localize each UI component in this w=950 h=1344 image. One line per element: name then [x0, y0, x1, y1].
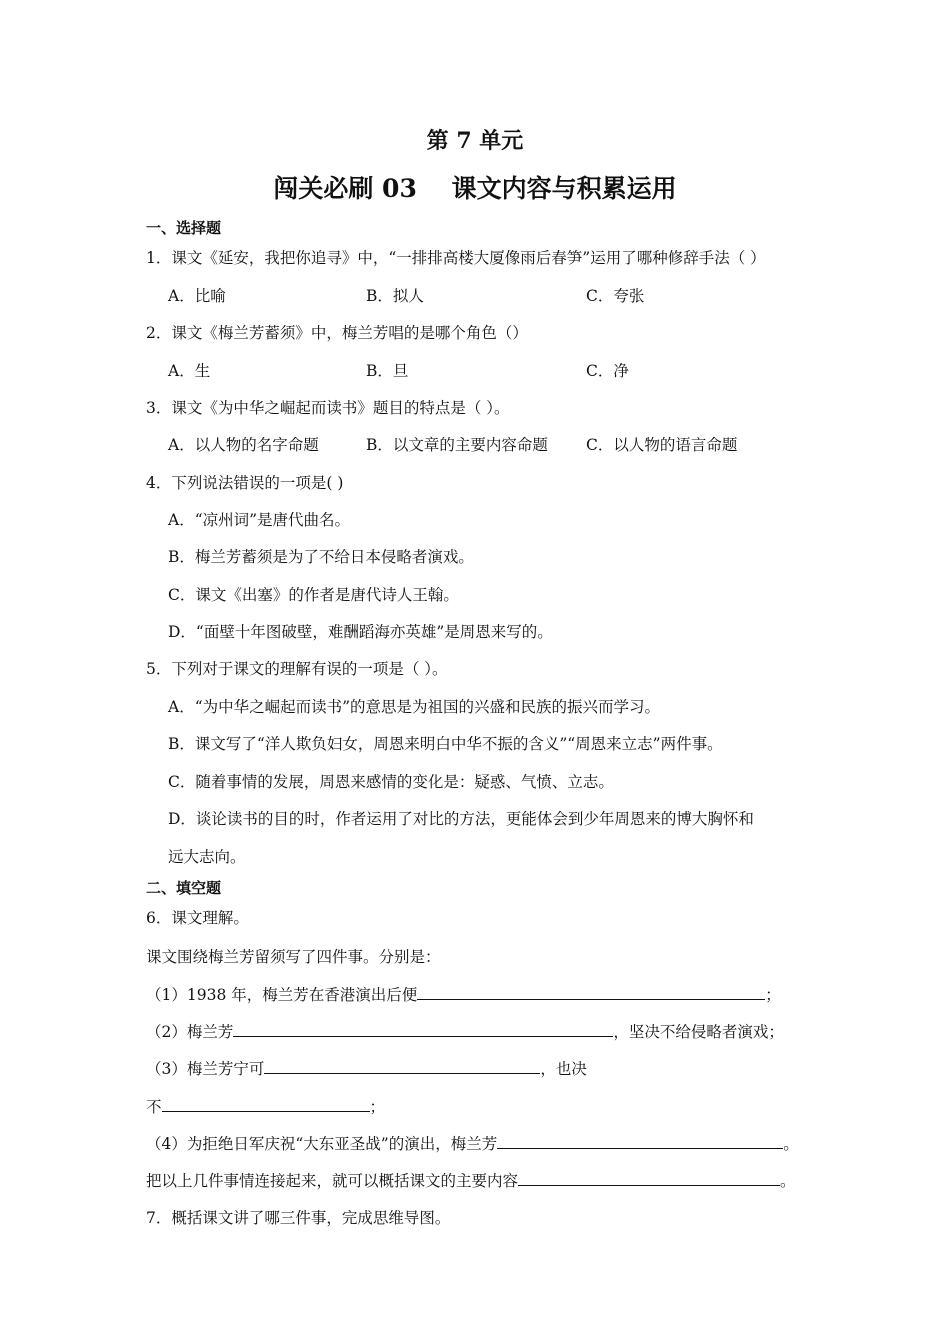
q6-item-4-end: 。	[783, 1135, 799, 1153]
q2-option-c: C．净	[586, 362, 629, 380]
q6-item-3-cont	[146, 1095, 385, 1118]
q6-item-1	[146, 983, 781, 1006]
fill-blank-4[interactable]	[162, 1095, 370, 1112]
fill-blank-3[interactable]	[264, 1057, 540, 1074]
q6-item-4-text: （4）为拒绝日军庆祝“大东亚圣战”的演出，梅兰芳	[146, 1135, 498, 1153]
q6-summary-end: 。	[780, 1172, 796, 1190]
q4-option-d: D．“面壁十年图破壁，难酬蹈海亦英雄”是周恩来写的。	[168, 623, 553, 641]
q6-item-3	[146, 1057, 587, 1080]
lesson-title: 闯关必刷 03 课文内容与积累运用	[273, 174, 677, 203]
q5-option-d: D．谈论读书的目的时，作者运用了对比的方法，更能体会到少年周恩来的博大胸怀和	[168, 810, 754, 828]
q6-item-1-end: ；	[765, 986, 781, 1004]
q6-item-4	[146, 1132, 799, 1155]
q6-item-2-end: ，坚决不给侵略者演戏；	[613, 1023, 784, 1041]
question-3: 3．课文《为中华之崛起而读书》题目的特点是（ ）。	[146, 399, 510, 417]
fill-blank-6[interactable]	[518, 1169, 780, 1186]
question-6: 6．课文理解。	[146, 909, 249, 927]
fill-blank-5[interactable]	[497, 1132, 783, 1149]
fill-blank-2[interactable]	[233, 1020, 613, 1037]
q6-item-2	[146, 1020, 784, 1043]
q6-item-3-cont-end: ；	[369, 1098, 386, 1116]
q1-option-c: C．夸张	[586, 287, 645, 305]
q6-intro: 课文围绕梅兰芳留须写了四件事。分别是：	[146, 948, 441, 966]
q1-option-a: A．比喻	[168, 287, 226, 305]
q6-item-2-text: （2）梅兰芳	[146, 1023, 234, 1041]
q6-summary	[146, 1169, 796, 1192]
q6-item-1-text: （1）1938 年，梅兰芳在香港演出后便	[146, 986, 418, 1004]
q1-option-b: B．拟人	[366, 287, 424, 305]
q3-option-c: C．以人物的语言命题	[586, 436, 738, 454]
q5-option-b: B．课文写了“洋人欺负妇女，周恩来明白中华不振的含义”“周恩来立志”两件事。	[168, 735, 723, 753]
q6-item-3-text: （3）梅兰芳宁可	[146, 1060, 265, 1078]
unit-title: 第 7 单元	[426, 128, 524, 154]
q4-option-a: A．“凉州词”是唐代曲名。	[168, 511, 351, 529]
section-fill-heading: 二、填空题	[146, 879, 222, 897]
q4-option-c: C．课文《出塞》的作者是唐代诗人王翰。	[168, 586, 459, 604]
question-2: 2．课文《梅兰芳蓄须》中，梅兰芳唱的是哪个角色（）	[146, 324, 528, 342]
q3-option-b: B．以文章的主要内容命题	[366, 436, 548, 454]
q5-option-c: C．随着事情的发展，周恩来感情的变化是：疑惑、气愤、立志。	[168, 773, 614, 791]
q4-option-b: B．梅兰芳蓄须是为了不给日本侵略者演戏。	[168, 548, 474, 566]
question-1: 1．课文《延安，我把你追寻》中，“一排排高楼大厦像雨后春笋”运用了哪种修辞手法（ ）	[146, 249, 766, 267]
q6-summary-text: 把以上几件事情连接起来，就可以概括课文的主要内容	[146, 1172, 519, 1190]
question-5: 5．下列对于课文的理解有误的一项是（ ）。	[146, 660, 448, 678]
q2-option-b: B．旦	[366, 362, 409, 380]
q2-option-a: A．生	[168, 362, 211, 380]
fill-blank-1[interactable]	[417, 983, 765, 1000]
q5-option-a: A．“为中华之崛起而读书”的意思是为祖国的兴盛和民族的振兴而学习。	[168, 698, 661, 716]
q3-option-a: A．以人物的名字命题	[168, 436, 319, 454]
question-7: 7．概括课文讲了哪三件事，完成思维导图。	[146, 1209, 451, 1227]
q6-item-3-end: ，也决	[540, 1060, 587, 1078]
q6-item-3-cont-text: 不	[146, 1098, 162, 1116]
question-4: 4．下列说法错误的一项是( )	[146, 474, 344, 492]
q5-option-d-cont: 远大志向。	[168, 848, 246, 866]
section-choice-heading: 一、选择题	[146, 219, 222, 237]
